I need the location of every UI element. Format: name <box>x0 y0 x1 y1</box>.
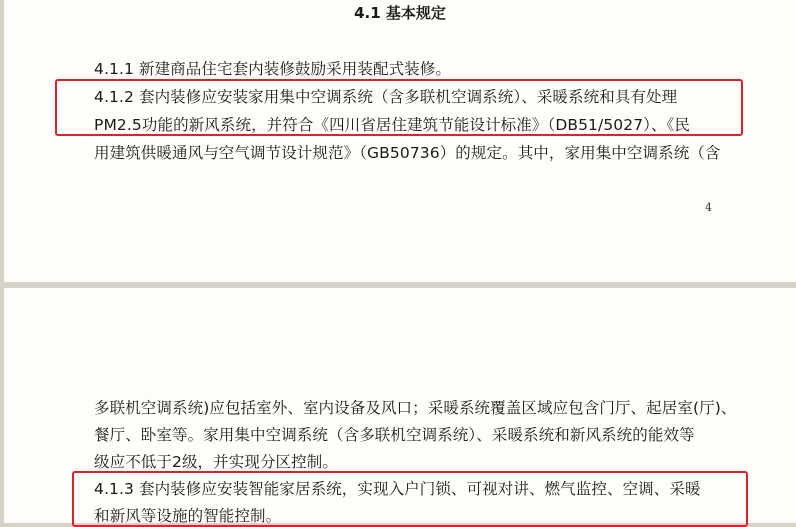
clause-4-1-2-line-3: 用建筑供暖通风与空气调节设计规范》（GB50736）的规定。其中，家用集中空调系统（含 <box>94 144 721 162</box>
section-heading: 4.1 基本规定 <box>354 4 446 22</box>
document-page-2 <box>4 288 796 523</box>
page-number: 4 <box>705 201 712 214</box>
highlight-box-clause-4-1-3 <box>72 471 748 527</box>
clause-continuation-line-1: 多联机空调系统)应包括室外、室内设备及风口；采暖系统覆盖区域应包含门厅、起居室(厅)、 <box>94 399 737 417</box>
clause-continuation-line-2: 餐厅、卧室等。家用集中空调系统（含多联机空调系统）、采暖系统和新风系统的能效等 <box>94 426 695 444</box>
clause-4-1-2-line-1: 4.1.2 套内装修应安装家用集中空调系统（含多联机空调系统）、采暖系统和具有处理 <box>94 88 678 106</box>
document-page-1 <box>4 0 796 282</box>
clause-4-1-1: 4.1.1 新建商品住宅套内装修鼓励采用装配式装修。 <box>94 60 451 78</box>
clause-continuation-line-3: 级应不低于2级，并实现分区控制。 <box>94 453 338 471</box>
clause-4-1-2-line-2: PM2.5功能的新风系统，并符合《四川省居住建筑节能设计标准》（DB51/5027）、《民 <box>94 116 691 134</box>
clause-4-1-3-line-1: 4.1.3 套内装修应安装智能家居系统，实现入户门锁、可视对讲、燃气监控、空调、采暖 <box>94 480 701 498</box>
clause-4-1-3-line-2: 和新风等设施的智能控制。 <box>94 507 282 525</box>
highlight-box-clause-4-1-2 <box>55 79 743 136</box>
